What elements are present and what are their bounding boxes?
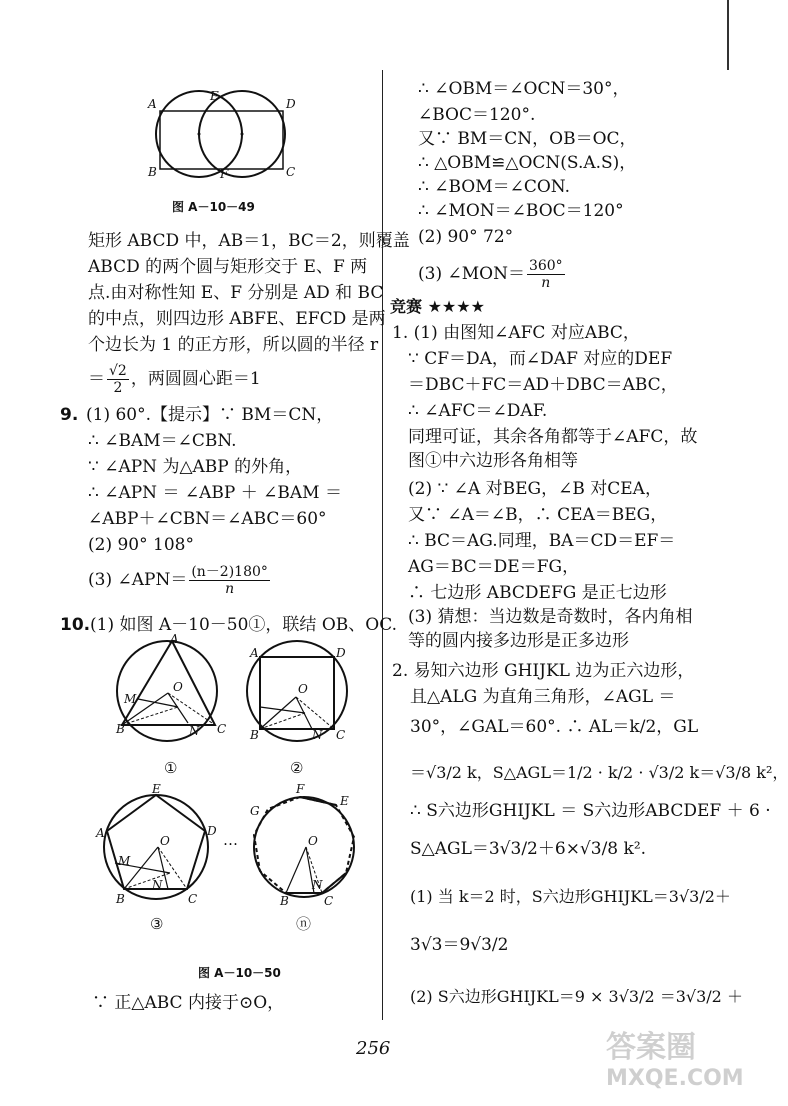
r-line-8 [418, 258, 567, 291]
subfig-1 [115, 632, 226, 777]
c2-line-6: S△AGL＝3√3/2＋6×√3/8 k². [410, 839, 647, 859]
sn-E: E [340, 794, 349, 808]
c1-line-7: (2) ∵ ∠A 对BEG，∠B 对CEA， [408, 479, 662, 499]
p1-eq-pre: ＝ [88, 369, 105, 389]
page-edge-line [727, 0, 729, 70]
fig49-label-e: E [210, 89, 219, 103]
left-p1-line-3: 点.由对称性知 E、F 分别是 AD 和 BC [88, 283, 384, 303]
s3-C: C [188, 892, 198, 906]
frac-den: 2 [113, 380, 123, 396]
q9-3-pre: (3) ∠APN＝ [88, 570, 188, 590]
fig49-label-f: F [220, 167, 229, 181]
frac-num: √2 [109, 363, 127, 379]
page-number: 256 [356, 1038, 391, 1059]
fig49-label-c: C [286, 165, 296, 179]
q9-line-1: (1) 60°.【提示】∵ BM＝CN， [86, 405, 334, 425]
c2-line-7: (1) 当 k＝2 时，S六边形GHIJKL＝3√3/2＋ [410, 887, 731, 906]
subfig-3 [95, 782, 217, 933]
c2-line-5: ∴ S六边形GHIJKL ＝ S六边形ABCDEF ＋ 6 · [410, 801, 771, 821]
s1-B: B [116, 722, 125, 736]
s1-C: C [217, 722, 227, 736]
s3-O: O [160, 834, 170, 848]
figure-a-10-50 [96, 632, 370, 960]
s1-N: N [189, 724, 200, 738]
s3-M: M [118, 854, 131, 868]
r-line-1: ∴ ∠OBM＝∠OCN＝30°， [418, 79, 630, 99]
c2-line-9: (2) S六边形GHIJKL＝9 × 3√3/2 ＝3√3/2 ＋ [410, 987, 743, 1006]
r-line-4: ∴ △OBM≌△OCN(S.A.S)， [418, 153, 637, 173]
left-p1-line-1: 矩形 ABCD 中，AB＝1，BC＝2，则覆盖 [88, 231, 410, 251]
fig50-caption: 图 A－10－50 [198, 966, 281, 980]
question-10-number: 10. [60, 615, 91, 635]
watermark-line-2: MXQE.COM [606, 1066, 744, 1091]
s2-marker: ② [290, 759, 304, 777]
s1-A: A [170, 632, 179, 646]
fig49-caption: 图 A－10－49 [172, 200, 255, 214]
s2-A: A [250, 646, 259, 660]
left-p1-line-4: 的中点，则四边形 ABFE、EFCD 是两 [88, 309, 386, 329]
s2-D: D [336, 646, 346, 660]
c2-line-8: 3√3＝9√3/2 [410, 935, 509, 955]
fraction-apn [189, 564, 270, 597]
c2-line-4: ＝√3/2 k，S△AGL＝1/2 · k/2 · √3/2 k＝√3/8 k²， [410, 763, 788, 782]
s3-marker: ③ [150, 915, 164, 933]
q9-line-3: ∵ ∠APN 为△ABP 的外角， [88, 457, 303, 477]
fig49-label-b: B [148, 165, 157, 179]
sn-O: O [308, 834, 318, 848]
c2-line-3: 30°，∠GAL＝60°. ∴ AL＝k/2，GL [410, 717, 699, 737]
s3-B: B [116, 892, 125, 906]
fig50-ellipsis: … [223, 831, 238, 849]
s3-D: D [207, 824, 217, 838]
c1-line-11: ∴ 七边形 ABCDEFG 是正七边形 [408, 583, 667, 603]
sn-B: B [280, 894, 289, 908]
r-line-7: (2) 90° 72° [418, 227, 514, 247]
r-line-3: 又∵ BM＝CN，OB＝OC， [418, 129, 637, 149]
s2-N: N [312, 728, 323, 742]
s1-marker: ① [164, 759, 178, 777]
c1-line-8: 又∵ ∠A＝∠B，∴ CEA＝BEG， [408, 505, 668, 525]
left-p1-line-5: 个边长为 1 的正方形，所以圆的半径 r [88, 335, 379, 355]
c1-line-12: (3) 猜想：当边数是奇数时，各内角相 [408, 607, 693, 627]
section-heading-competition: 竞赛 ★★★★ [390, 297, 485, 316]
s2-B: B [250, 728, 259, 742]
c1-line-10: AG＝BC＝DE＝FG， [408, 557, 580, 577]
c1-line-1: 1. (1) 由图知∠AFC 对应ABC， [392, 323, 640, 343]
q9-line-7 [88, 564, 272, 597]
figure-a-10-49 [140, 88, 300, 180]
c2-line-2: 且△ALG 为直角三角形，∠AGL ＝ [410, 687, 676, 707]
q10-last-line: ∵ 正△ABC 内接于⊙O， [92, 993, 285, 1013]
c1-line-4: ∴ ∠AFC＝∠DAF. [408, 401, 548, 421]
r-line-5: ∴ ∠BOM＝∠CON. [418, 177, 570, 197]
r-line-6: ∴ ∠MON＝∠BOC＝120° [418, 201, 624, 221]
c1-line-2: ∵ CF＝DA，而∠DAF 对应的DEF [408, 349, 673, 369]
fig49-label-a: A [148, 97, 157, 111]
q3-pre: (3) ∠MON＝ [418, 264, 525, 284]
question-9-number: 9. [60, 405, 79, 425]
s3-N: N [152, 878, 163, 892]
q9-line-2: ∴ ∠BAM＝∠CBN. [88, 431, 237, 451]
s3-A: A [96, 826, 105, 840]
p1-eq-post: ，两圆圆心距＝1 [130, 369, 261, 389]
subfig-2 [247, 641, 347, 777]
c1-line-6: 图①中六边形各角相等 [408, 451, 578, 471]
sn-N: N [312, 878, 323, 892]
c1-line-3: ＝DBC＋FC＝AD＋DBC＝ABC， [408, 375, 678, 395]
r-line-2: ∠BOC＝120°. [418, 105, 536, 125]
sn-F: F [296, 782, 305, 796]
frac-num: 360° [528, 258, 563, 274]
s3-E: E [152, 782, 161, 796]
c1-line-9: ∴ BC＝AG.同理，BA＝CD＝EF＝ [408, 531, 676, 551]
sn-G: G [250, 804, 260, 818]
fraction-360-over-n [527, 258, 565, 291]
c2-line-1: 2. 易知六边形 GHIJKL 边为正六边形， [392, 661, 695, 681]
left-p1-line-6 [88, 363, 261, 396]
sn-marker: ⓝ [296, 915, 312, 933]
fig49-label-d: D [286, 97, 296, 111]
s2-C: C [336, 728, 346, 742]
frac-den: n [541, 275, 551, 291]
subfig-n [250, 782, 354, 933]
watermark-line-1: 答案圈 [606, 1030, 696, 1065]
q9-line-4: ∴ ∠APN ＝ ∠ABP ＋ ∠BAM ＝ [88, 483, 342, 503]
column-divider [382, 70, 383, 1020]
sn-C: C [324, 894, 334, 908]
q9-line-6: (2) 90° 108° [88, 535, 194, 555]
left-p1-line-2: ABCD 的两个圆与矩形交于 E、F 两 [88, 257, 368, 277]
q9-line-5: ∠ABP＋∠CBN＝∠ABC＝60° [88, 509, 327, 529]
fraction-sqrt2-over-2 [107, 363, 129, 396]
q10-line-1: (1) 如图 A－10－50①，联结 OB、OC. [90, 615, 398, 635]
s1-O: O [173, 680, 183, 694]
s2-O: O [298, 682, 308, 696]
c1-line-5: 同理可证，其余各角都等于∠AFC，故 [408, 427, 698, 447]
c1-line-13: 等的圆内接多边形是正多边形 [408, 631, 629, 651]
watermark [606, 1030, 746, 1100]
frac-num: (n－2)180° [191, 564, 268, 580]
frac-den: n [225, 581, 235, 597]
s1-M: M [124, 692, 137, 706]
